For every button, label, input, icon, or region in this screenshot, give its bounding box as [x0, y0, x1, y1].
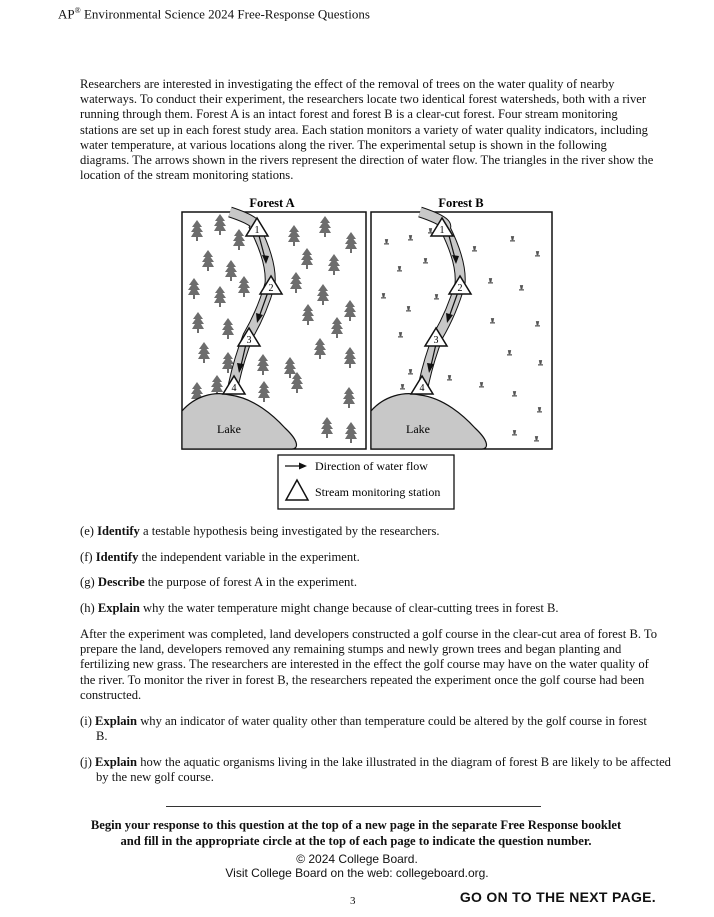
diagram-legend — [278, 455, 454, 509]
legend-station-label: Stream monitoring station — [315, 485, 441, 499]
followup-paragraph: After the experiment was completed, land developers constructed a golf course in the clear-cut area of forest B. To prepare the land, developers removed any remaining stumps and newly grown trees and began planting and fertilizing new grass. The researchers are interested in the effect the golf course may have on the water quality of the river. To monitor the river in forest B, the researchers repeated the experiment once the golf course had been constructed. — [80, 627, 658, 702]
go-on-notice: GO ON TO THE NEXT PAGE. — [459, 889, 656, 905]
copyright-line: © 2024 College Board. — [296, 852, 418, 866]
question-e: (e) Identify a testable hypothesis being investigated by the researchers. — [80, 524, 440, 538]
question-j: (j) Explain how the aquatic organisms living in the lake illustrated in the diagram of forest B are likely to be affected by the new golf course. — [80, 755, 671, 785]
question-i: (i) Explain why an indicator of water quality other than temperature could be altered by the golf course in forest B. — [80, 714, 647, 744]
forest-b-station-1-label: 1 — [439, 225, 445, 236]
response-instructions: Begin your response to this question at the top of a new page in the separate Free Response booklet and fill in the appropriate circle at the top of each page to indicate the question number. — [90, 818, 622, 848]
forest-a-station-4-label: 4 — [231, 383, 237, 394]
page-number: 3 — [350, 895, 356, 907]
intro-paragraph: Researchers are interested in investigating the effect of the removal of trees on the water quality of nearby waterways. To conduct their experiment, the researchers locate two identical forest watersheds, both with a river running through them. Forest A is an intact forest and forest B is a clear-cut forest. Four stream monitoring stations are set up in each forest study area. Each station monitors a variety of water quality indicators, including water temperature, at various locations along the river. The experimental setup is shown in the following diagrams. The arrows shown in the rivers represent the direction of water flow. The triangles in the river show the location of the stream monitoring stations. — [80, 77, 654, 183]
forest-b-station-3-label: 3 — [433, 335, 439, 346]
forest-diagram — [150, 192, 560, 512]
page-header: AP® Environmental Science 2024 Free-Response Questions — [58, 6, 370, 22]
forest-a-title: Forest A — [249, 196, 295, 210]
forest-a-station-1-label: 1 — [254, 225, 260, 236]
forest-a-lake-label: Lake — [217, 422, 241, 436]
forest-a-station-3-label: 3 — [246, 335, 252, 346]
forest-a-station-2-label: 2 — [268, 283, 274, 294]
question-g: (g) Describe the purpose of forest A in the experiment. — [80, 575, 357, 589]
divider-line — [166, 806, 541, 807]
question-f: (f) Identify the independent variable in the experiment. — [80, 550, 360, 564]
forest-b-station-4-label: 4 — [419, 383, 425, 394]
legend-flow-label: Direction of water flow — [315, 459, 428, 473]
question-h: (h) Explain why the water temperature might change because of clear-cutting trees in forest B. — [80, 601, 559, 615]
forest-b-lake-label: Lake — [406, 422, 430, 436]
copyright-notice — [0, 852, 714, 880]
forest-b-station-2-label: 2 — [457, 283, 463, 294]
forest-b-title: Forest B — [438, 196, 484, 210]
visit-line: Visit College Board on the web: collegeboard.org. — [225, 866, 489, 880]
